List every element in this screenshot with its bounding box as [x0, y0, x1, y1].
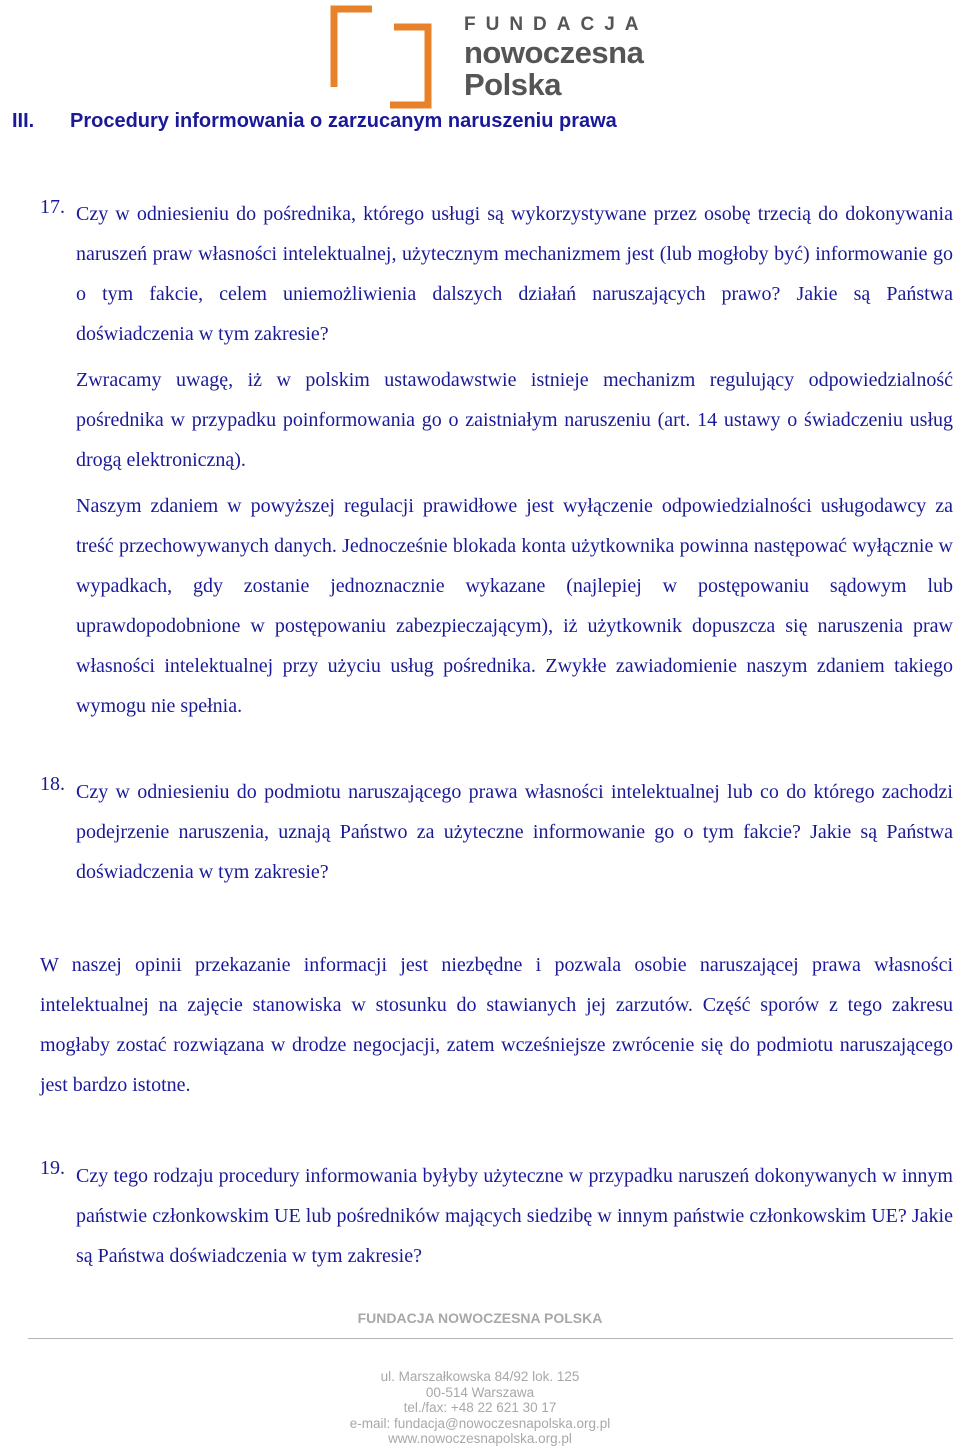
question-18-number: 18.: [40, 773, 65, 795]
question-18-text: Czy w odniesieniu do podmiotu naruszającego prawa własności intelektualnej lub co do którego zachodzi podejrzenie naruszenia, uznają Państwo za użyteczne informowanie go o tym fakcie? Jakie są Państwa doświadczenia w tym zakresie?: [76, 781, 953, 883]
section-number: III.: [12, 110, 35, 132]
answer-17-paragraph-1: Zwracamy uwagę, iż w polskim ustawodawstwie istnieje mechanizm regulujący odpowiedzialność pośrednika w przypadku poinformowania go o zaistniałym naruszeniu (art. 14 ustawy o świadczeniu usług drogą elektroniczną).: [76, 369, 953, 471]
section-title: Procedury informowania o zarzucanym naruszeniu prawa: [70, 110, 617, 132]
footer-address-city: 00-514 Warszawa: [425, 1384, 535, 1400]
footer-org-name: FUNDACJA NOWOCZESNA POLSKA: [357, 1310, 603, 1326]
logo-line-fundacja: FUNDACJA: [464, 14, 649, 35]
answer-17-paragraph-2: Naszym zdaniem w powyższej regulacji prawidłowe jest wyłączenie odpowiedzialności usługodawcy za treść przechowywanych danych. Jednocześnie blokada konta użytkownika powinna następować wyłącznie w wypadkach, gdy zostanie jednoznacznie wykazane (najlepiej w postępowaniu sądowym lub uprawdopodobnione w postępowaniu zabezpieczającym), iż użytkownik dopuszcza się naruszenia praw własności intelektualnej przy użyciu usług pośrednika. Zwykłe zawiadomienie naszym zdaniem takiego wymogu nie spełnia.: [76, 495, 953, 717]
footer-contact: [0, 1369, 960, 1447]
question-17-number: 17.: [40, 196, 65, 218]
footer-address-street: ul. Marszałkowska 84/92 lok. 125: [380, 1369, 580, 1384]
answer-18-text: W naszej opinii przekazanie informacji jest niezbędne i pozwala osobie naruszającej prawa własności intelektualnej na zajęcie stanowiska w stosunku do stawianych jej zarzutów. Część sporów z tego zakresu mogłaby zostać rozwiązana w drodze negocjacji, zatem wcześniejsze zwrócenie się do podmiotu naruszającego jest bardzo istotne.: [40, 954, 953, 1096]
section-heading: [12, 110, 617, 133]
question-17-text: Czy w odniesieniu do pośrednika, którego usługi są wykorzystywane przez osobę trzecią do dokonywania naruszeń praw własności intelektualnej, użytecznym mechanizmem jest (lub mogłoby być) informowanie go o tym fakcie, celem uniemożliwienia dalszych działań naruszających prawo? Jakie są Państwa doświadczenia w tym zakresie?: [76, 203, 953, 345]
foundation-logo: [328, 5, 649, 109]
footer-website[interactable]: www.nowoczesnapolska.org.pl: [388, 1431, 572, 1446]
logo-line-nowoczesna: nowoczesna: [464, 35, 644, 70]
footer-phone: tel./fax: +48 22 621 30 17: [403, 1400, 557, 1415]
footer-email[interactable]: e-mail: fundacja@nowoczesnapolska.org.pl: [349, 1415, 611, 1431]
footer-divider: [28, 1338, 953, 1339]
question-19-number: 19.: [40, 1157, 65, 1179]
logo-line-polska: Polska: [464, 67, 561, 102]
logo-bracket-icon: [328, 5, 438, 109]
question-19-text: Czy tego rodzaju procedury informowania byłyby użyteczne w przypadku naruszeń dokonywanych w innym państwie członkowskim UE lub pośredników mających siedzibę w innym państwie członkowskim UE? Jakie są Państwa doświadczenia w tym zakresie?: [76, 1165, 953, 1267]
